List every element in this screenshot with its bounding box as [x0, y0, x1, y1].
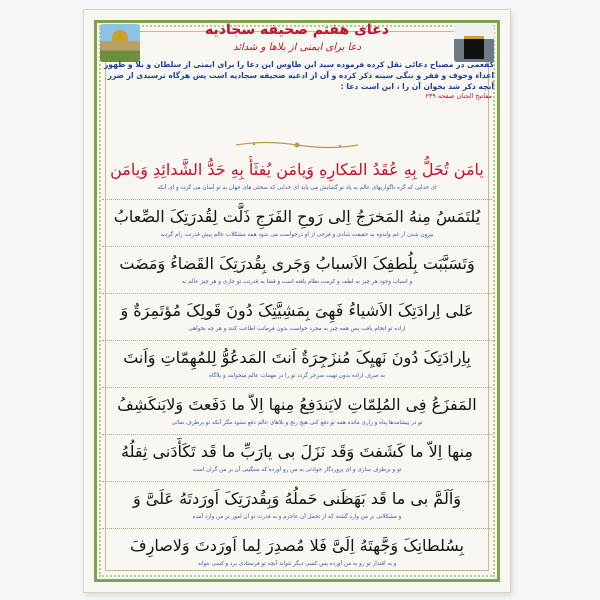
arabic-verse: وَاَلَمَّ بی ما قَد بَهَظَنی حَملُهُ وَبِقُدرَتِکَ اَورَدتَهُ عَلَیَّ وَ	[132, 489, 461, 508]
arabic-verse: یُلتَمَسُ مِنهُ المَخرَجُ اِلی رَوحِ الفَرَجِ ذَلَّت لِقُدرَتِکَ الصِّعابُ	[113, 207, 481, 226]
prayer-text	[98, 156, 496, 578]
persian-translation: و اسباب وجود هر چیز به لطف و کرمت نظام یافته است و قضا به قدرتت تو جاری و هر چیز عالم به	[181, 279, 413, 285]
persian-translation: و به اقتدار تو رو به من آورده پس کسی دیگر نتواند آنچه تو فرستادی برد و کسی نتواند	[197, 561, 397, 567]
persian-translation: بیرون شدن از غم واندوه به حقیقت شادی و فرجی از او درخواست می شود همه مشکلات عالم پیش قدرتت رام گردید	[160, 232, 434, 238]
prayer-line	[98, 156, 496, 203]
prayer-line	[98, 297, 496, 344]
prayer-line	[98, 532, 496, 579]
arabic-verse: مِنها اِلاّ ما کَشَفتَ وَقَد نَزَلَ بی یارَبِّ ما قَد تَکَأَّدَنی ثِقلُهُ	[121, 442, 473, 461]
card-header	[94, 18, 500, 138]
arabic-verse: المَفزَعُ فِی المُلِمّاتِ لایَندَفِعُ مِنها اِلاّ ما دَفَعتَ وَلایَنکَشِفُ	[117, 395, 477, 414]
persian-translation: ای خدایی که گره ناگواریهای عالم به یاد تو گشایش می یابد ای خدایی که سختی های جهان به تو آسان می گردد و ای آنکه	[157, 185, 437, 191]
page-subtitle: دعا برای ایمنی از بلاها و شدائد	[232, 42, 362, 53]
persian-translation: و مشکلاتی بر من وارد گشته که از تحمل آن عاجزم و به قدرت تو آن امور بر من وارد آمده	[192, 514, 402, 520]
prayer-line	[98, 344, 496, 391]
prayer-card	[84, 10, 510, 592]
page-title: دعای هفتم صحیفه سجادیه	[205, 22, 389, 38]
prayer-line	[98, 391, 496, 438]
prayer-line	[98, 438, 496, 485]
arabic-verse: وَتَسَبَّبَت بِلُطفِکَ الاَسبابُ وَجَری بِقُدرَتِکَ القَضاءُ وَمَضَت	[119, 254, 475, 273]
ornament-divider-icon	[234, 140, 360, 150]
prayer-line	[98, 203, 496, 250]
arabic-verse: عَلی اِرادَتِکَ الاَشیاءُ فَهِیَ بِمَشِیَّتِکَ دُونَ قَولِکَ مُؤتَمِرَةٌ وَ	[120, 301, 474, 320]
arabic-verse: بِسُلطانِکَ وَجَّهتَهُ اِلَیَّ فَلا مُصدِرَ لِما اَورَدتَ وَلاصارِفَ	[130, 536, 464, 555]
prayer-line	[98, 250, 496, 297]
prayer-line	[98, 485, 496, 532]
source-reference: مفاتیح الجنان صفحه ۲۳۹	[425, 92, 492, 100]
arabic-verse: یامَن تُحَلُّ بِهِ عُقَدُ المَکارِهِ وَیامَن یُفثَأُ بِهِ حَدُّ الشَّدائِدِ وَیامَن	[110, 160, 484, 179]
arabic-verse: بِاِرادَتِکَ دُونَ نَهیِکَ مُنزَجِرَةٌ اَنتَ المَدعُوُّ لِلمُهِمّاتِ وَاَنتَ	[123, 348, 471, 367]
persian-translation: تو در پیشامدها پناه و زاری مانده همه تو دفع کنی هیچ رنج و بلاهای عالم دفع نشود مگر آنکه تو برطرف نمائی	[171, 420, 423, 426]
persian-translation: اراده تو انجام یافت پس همه چیز به مجرد خواست بدون فرمانت اطاعت کنند و هر چه بخواهی	[188, 326, 406, 332]
intro-paragraph: کفعمی در مصباح دعائی نقل کرده فرموده سید ابن طاوس این دعا را برای ایمنی از سلطان و بلا و ظهور اعداء وخوف و فقر و تنگی سینه ذکر کرده و آن از ادعیه صحیفه سجادیه است پس هرگاه ترسیدی از ضرر آنچه ذکر شد بخوان آن را ، این است دعا :	[103, 60, 494, 91]
persian-translation: به صرف اراده بدون نهیت منزجر گردد تو را در مهمات عالم میخوانند و بلاگاه	[209, 373, 385, 379]
persian-translation: تو و برطرف سازی و ای پروردگار حوادثی به من رو آورده که سنگینی آن بر من گران است	[192, 467, 402, 473]
